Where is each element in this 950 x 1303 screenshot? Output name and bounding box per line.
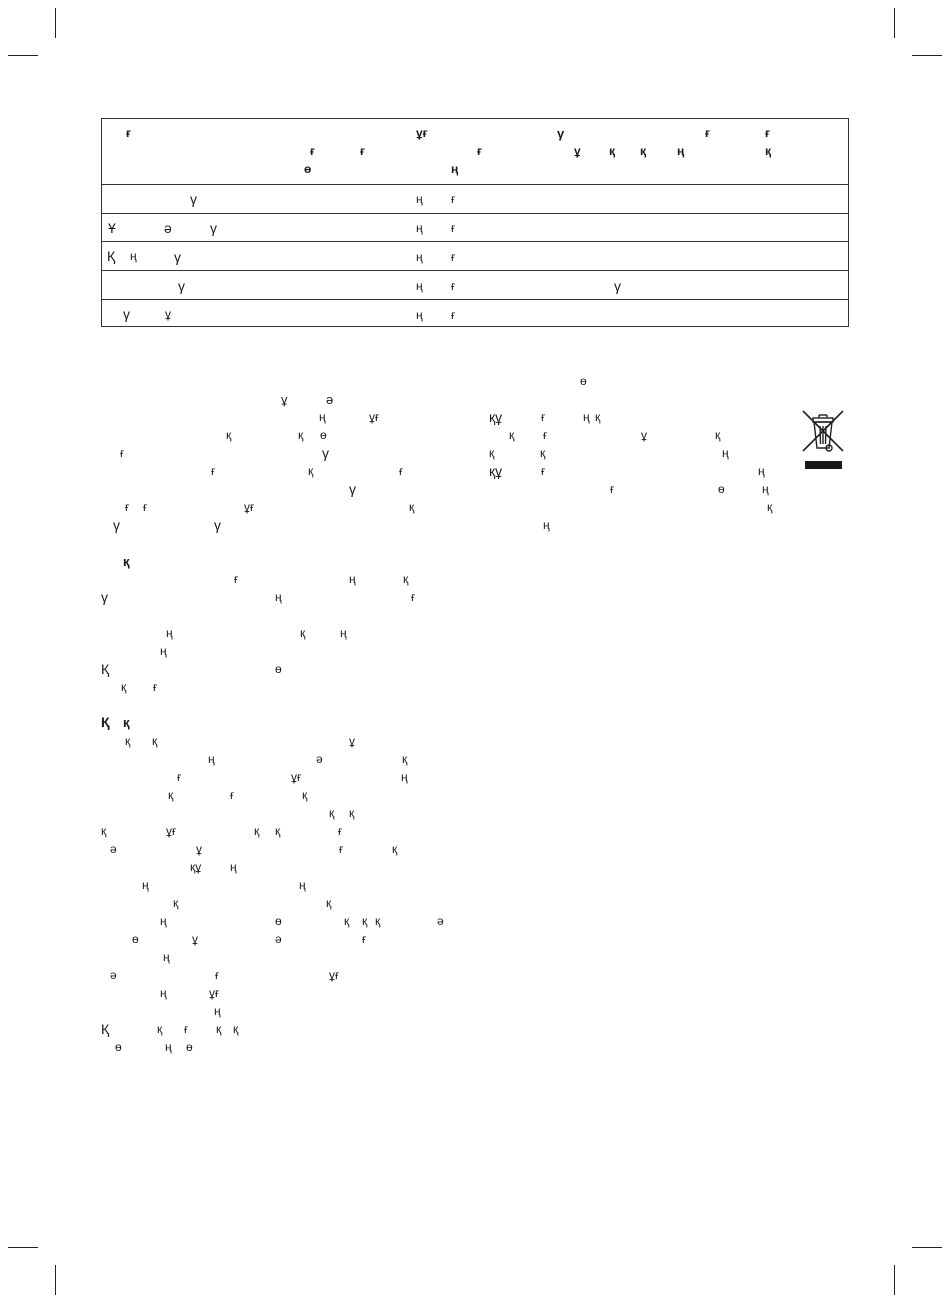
text-glyph: ə: [437, 914, 444, 928]
text-glyph: қ: [375, 914, 381, 928]
text-glyph: ұғ: [291, 770, 302, 784]
text-glyph: қ: [344, 914, 350, 928]
table-divider: [102, 241, 848, 242]
text-glyph: құ: [489, 409, 503, 425]
text-glyph: ң: [214, 1004, 221, 1018]
text-glyph: γ: [113, 517, 120, 533]
table-header-glyph: ұ: [574, 144, 581, 158]
text-glyph: қ: [489, 446, 495, 460]
text-glyph: қ: [329, 806, 335, 820]
table-header-glyph: ғ: [360, 144, 365, 158]
crop-mark: [8, 55, 38, 56]
text-glyph: қ: [540, 446, 546, 460]
text-glyph: ө: [275, 662, 282, 676]
table-header-glyph: қ: [609, 144, 616, 158]
text-glyph: ө: [132, 932, 139, 946]
table-divider: [102, 213, 848, 214]
text-glyph: ұғ: [329, 968, 340, 982]
text-glyph: қ: [509, 428, 515, 442]
text-glyph: ң: [160, 644, 167, 658]
text-glyph: ғ: [125, 500, 130, 514]
text-glyph: қ: [595, 410, 601, 424]
text-glyph: ұ: [192, 932, 198, 946]
text-glyph: ң: [160, 986, 167, 1000]
text-glyph: ұғ: [369, 410, 380, 424]
table-cell-glyph: ғ: [451, 221, 456, 235]
text-glyph: қ: [226, 428, 232, 442]
text-glyph: қ: [298, 428, 304, 442]
text-glyph: ң: [340, 626, 347, 640]
text-glyph: ң: [160, 914, 167, 928]
text-glyph: қ: [392, 842, 398, 856]
text-glyph: ғ: [184, 1022, 189, 1036]
table-header-glyph: ғ: [765, 126, 770, 140]
text-glyph: ə: [275, 932, 282, 946]
crop-mark: [55, 1265, 56, 1295]
text-glyph: ұ: [196, 842, 202, 856]
text-glyph: ө: [320, 428, 327, 442]
text-glyph: ң: [762, 482, 769, 496]
text-glyph: ғ: [541, 410, 546, 424]
table-cell-glyph: ғ: [451, 250, 456, 264]
text-glyph: γ: [322, 445, 329, 461]
text-glyph: ң: [722, 446, 729, 460]
text-glyph: ө: [115, 1040, 122, 1054]
table-header-glyph: ң: [451, 162, 459, 176]
table-cell-glyph: γ: [210, 220, 217, 236]
text-glyph: қ: [275, 824, 281, 838]
text-glyph: ұғ: [209, 986, 220, 1000]
text-glyph: ң: [142, 878, 149, 892]
text-glyph: ң: [583, 410, 590, 424]
table-header-glyph: ң: [677, 144, 685, 158]
text-glyph: қ: [402, 752, 408, 766]
text-glyph: ң: [275, 590, 282, 604]
text-glyph: ғ: [610, 482, 615, 496]
text-glyph: Қ: [101, 714, 110, 730]
text-glyph: қ: [302, 788, 308, 802]
table-cell-glyph: ң: [416, 250, 423, 264]
table-cell-glyph: ғ: [451, 279, 456, 293]
text-glyph: ғ: [541, 464, 546, 478]
table-cell-glyph: Қ: [107, 248, 116, 264]
text-glyph: ө: [186, 1040, 193, 1054]
text-glyph: қ: [173, 896, 179, 910]
text-glyph: ұғ: [244, 500, 255, 514]
text-glyph: ң: [319, 410, 326, 424]
text-glyph: қ: [362, 914, 368, 928]
text-glyph: ң: [401, 770, 408, 784]
text-glyph: ə: [316, 752, 323, 766]
table-header-glyph: ө: [304, 162, 312, 176]
text-glyph: γ: [349, 481, 356, 497]
text-glyph: ң: [299, 878, 306, 892]
text-glyph: γ: [214, 517, 221, 533]
text-glyph: ғ: [362, 932, 367, 946]
text-glyph: ұ: [281, 392, 288, 407]
text-glyph: қ: [123, 554, 130, 569]
text-glyph: қ: [767, 500, 773, 514]
text-glyph: қ: [300, 626, 306, 640]
text-glyph: қ: [715, 428, 721, 442]
crop-mark: [912, 1247, 942, 1248]
table-cell-glyph: ң: [416, 279, 423, 293]
table-cell-glyph: ң: [416, 221, 423, 235]
crop-mark: [55, 8, 56, 38]
text-glyph: ғ: [215, 968, 220, 982]
text-glyph: ғ: [230, 788, 235, 802]
text-glyph: ң: [166, 626, 173, 640]
text-glyph: ғ: [234, 572, 239, 586]
table-cell-glyph: γ: [178, 278, 185, 294]
text-glyph: ң: [230, 860, 237, 874]
table-cell-glyph: γ: [174, 249, 181, 265]
text-glyph: ə: [110, 968, 117, 982]
text-glyph: ң: [163, 950, 170, 964]
table-divider: [102, 270, 848, 271]
table-divider: [102, 184, 848, 185]
text-glyph: қ: [121, 680, 127, 694]
table-divider: [102, 299, 848, 300]
text-glyph: Қ: [101, 661, 110, 677]
text-glyph: ғ: [543, 428, 548, 442]
text-glyph: γ: [101, 589, 108, 605]
table-cell-glyph: γ: [123, 306, 130, 322]
text-glyph: ұ: [641, 428, 647, 442]
text-glyph: ң: [349, 572, 356, 586]
text-glyph: ғ: [177, 770, 182, 784]
text-glyph: қ: [216, 1022, 222, 1036]
text-glyph: қ: [349, 806, 355, 820]
text-glyph: ғ: [339, 842, 344, 856]
table-cell-glyph: ə: [164, 220, 172, 236]
crop-mark: [8, 1247, 38, 1248]
text-glyph: ө: [580, 374, 587, 388]
text-glyph: ғ: [211, 464, 216, 478]
text-glyph: ғ: [399, 464, 404, 478]
text-glyph: ə: [110, 842, 117, 856]
text-glyph: қ: [101, 824, 107, 838]
text-glyph: қ: [125, 734, 131, 748]
crop-mark: [912, 55, 942, 56]
text-glyph: қ: [168, 788, 174, 802]
crop-mark: [894, 8, 895, 38]
table-header-glyph: ғ: [477, 144, 482, 158]
table-cell-glyph: ұ: [165, 307, 171, 321]
table-cell-glyph: ғ: [451, 192, 456, 206]
table-cell-glyph: Ұ: [108, 220, 116, 236]
text-glyph: ғ: [338, 824, 343, 838]
text-glyph: ң: [758, 464, 765, 478]
table-cell-glyph: γ: [614, 278, 621, 294]
text-glyph: қ: [233, 1022, 239, 1036]
table-header-glyph: ғ: [705, 126, 710, 140]
table-cell-glyph: ң: [130, 249, 137, 263]
table-cell-glyph: ң: [416, 308, 423, 322]
text-glyph: ə: [326, 392, 334, 407]
text-glyph: қ: [308, 464, 314, 478]
text-glyph: ң: [208, 752, 215, 766]
table-header-glyph: қ: [765, 144, 772, 158]
text-glyph: ғ: [153, 680, 158, 694]
text-glyph: ұ: [349, 734, 355, 748]
text-glyph: ғ: [120, 446, 125, 460]
text-glyph: Қ: [101, 1021, 110, 1037]
text-glyph: құ: [190, 860, 202, 874]
text-glyph: қ: [152, 734, 158, 748]
weee-recycle-icon: [800, 408, 846, 472]
text-glyph: құ: [489, 463, 503, 479]
table-cell-glyph: ғ: [451, 308, 456, 322]
table-cell-glyph: γ: [190, 191, 197, 207]
crop-mark: [894, 1265, 895, 1295]
text-glyph: ғ: [411, 590, 416, 604]
table-header-glyph: γ: [557, 126, 565, 141]
text-glyph: ғ: [143, 500, 148, 514]
text-glyph: ө: [275, 914, 282, 928]
text-glyph: ұғ: [166, 824, 177, 838]
text-glyph: қ: [409, 500, 415, 514]
table-header-glyph: ғ: [126, 126, 131, 140]
text-glyph: ө: [718, 482, 725, 496]
text-glyph: қ: [123, 715, 130, 730]
text-glyph: ң: [165, 1040, 172, 1054]
text-glyph: қ: [326, 896, 332, 910]
text-glyph: ң: [543, 518, 550, 532]
table-cell-glyph: ң: [416, 192, 423, 206]
table-header-glyph: қ: [640, 144, 647, 158]
text-glyph: қ: [403, 572, 409, 586]
table-header-glyph: ұғ: [416, 126, 428, 140]
text-glyph: қ: [254, 824, 260, 838]
text-glyph: қ: [157, 1022, 163, 1036]
table-header-glyph: ғ: [310, 144, 315, 158]
